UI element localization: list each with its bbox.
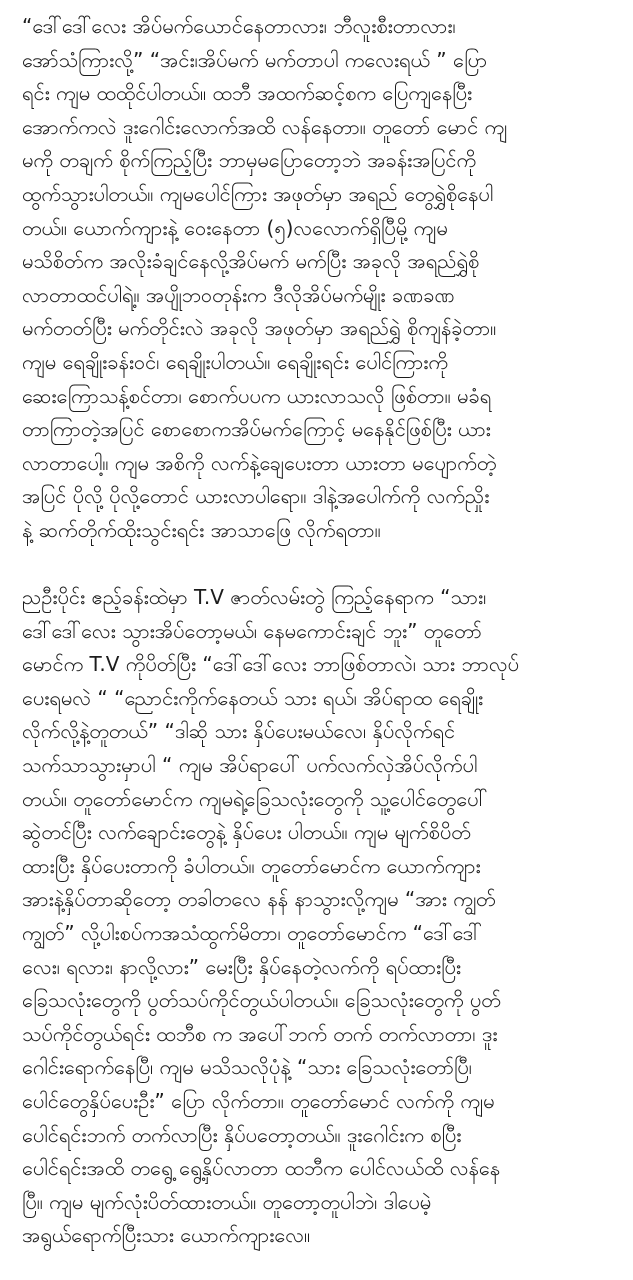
- text-line: ကျွတ်” လို့ပါးစပ်ကအသံထွက်မိတာ၊ တူတော်မောင်က “ဒေါ်ဒေါ်: [22, 921, 483, 946]
- text-line: မက်တတ်ပြီး မက်တိုင်းလဲ အခုလို အဖုတ်မှာ အရည်ရွှဲ စိုကျန်ခဲ့တာ။: [22, 316, 497, 341]
- text-line: အောက်ကလဲ ဒူးဂေါင်းလောက်အထိ လန်နေတာ။ တူတော် မောင် ကျ: [22, 114, 508, 139]
- text-line: သပ်ကိုင်တွယ်ရင်း ထဘီစ က အပေါ်ဘက် တက် တက်လာတာ၊ ဒူး: [22, 1021, 498, 1046]
- text-line: နဲ့ ဆက်တိုက်ထိုးသွင်းရင်း အာသာဖြေ လိုက်ရတာ။: [22, 517, 381, 542]
- text-line: တာကြာတဲ့အပြင် စောစောကအိပ်မက်ကြောင့် မနေနိုင်ဖြစ်ပြီး ယား: [22, 417, 491, 442]
- story-paragraph-1: [22, 0, 616, 548]
- text-line: လေး၊ ရလား၊ နာလို့လား” မေးပြီး နှိပ်နေတဲ့လက်ကို ရပ်ထားပြီး: [22, 954, 461, 979]
- text-line: “ဒေါ်ဒေါ်လေး အိပ်မက်ယောင်နေတာလား၊ ဘီလူးစီးတာလား၊: [22, 14, 456, 38]
- text-line: ပေါင်ရင်းဘက် တက်လာပြီး နှိပ်ပတော့တယ်။ ဒူးဂေါင်းက စပြီး: [22, 1122, 462, 1147]
- text-line: ထားပြီး နှိပ်ပေးတာကို ခံပါတယ်။ တူတော်မောင်က ယောက်ကျား: [22, 853, 481, 878]
- text-line: သက်သာသွားမှာပါ “ ကျမ အိပ်ရာပေါ် ပက်လက်လှဲအိပ်လိုက်ပါ: [22, 753, 478, 778]
- text-line: လာတာပေါ့။ ကျမ အစိကို လက်နဲ့ချေပေးတာ ယားတာ မပျောက်တဲ့: [22, 450, 497, 475]
- story-paragraph-2: [22, 581, 616, 1253]
- text-line: ကျမ ရေချိုးခန်းဝင်၊ ရေချိုးပါတယ်။ ရေချိုးရင်း ပေါင်ကြားကို: [22, 349, 448, 374]
- text-line: ဆေးကြောသန့်စင်တာ၊ စောက်ပပက ယားလာသလို ဖြစ်တာ။ မခံရ: [22, 383, 492, 408]
- text-line: မောင်က T.V ကိုပိတ်ပြီး “ဒေါ်ဒေါ်လေး ဘာဖြစ်တာလဲ၊ သား ဘာလုပ်: [22, 652, 520, 677]
- text-line: အပြင် ပိုလို့ ပိုလို့တောင် ယားလာပါရော။ ဒါနဲ့အပေါက်ကို လက်ညှိုး: [22, 484, 490, 509]
- text-line: ထွက်သွားပါတယ်။ ကျမပေါင်ကြား အဖုတ်မှာ အရည် တွေရွှဲစိုနေပါ: [22, 181, 494, 206]
- text-line: လာတာထင်ပါရဲ့။ အပျိုဘဝတုန်းက ဒီလိုအိပ်မက်မျိုး ခဏခဏ: [22, 282, 455, 307]
- text-line: လိုက်လို့နဲ့တူတယ်” “ဒါဆို သား နှိပ်ပေးမယ်လေ၊ နှိပ်လိုက်ရင်: [22, 719, 456, 744]
- text-line: ပေါင်တွေနှိပ်ပေးဦး” ပြော လိုက်တာ။ တူတော်မောင် လက်ကို ကျမ: [22, 1089, 495, 1113]
- text-line: ဆွဲတင်ပြီး လက်ချောင်းတွေနဲ့ နှိပ်ပေး ပါတယ်။ ကျမ မျက်စိပိတ်: [22, 820, 471, 845]
- text-line: ဂေါင်းရောက်နေပြီ၊ ကျမ မသိသလိုပုံနဲ့ “သား ခြေသလုံးတော်ပြီ၊: [22, 1055, 472, 1080]
- text-line: ပေါင်ရင်းအထိ တရွေ့ ရွေ့နှိပ်လာတာ ထဘီက ပေါင်လယ်ထိ လန်နေ: [22, 1156, 501, 1181]
- text-line: တယ်။ ယောက်ကျားနဲ့ ဝေးနေတာ (၅)လလောက်ရှိပြီမို့ ကျမ: [22, 215, 448, 240]
- text-line: အော်သံကြားလို့” “အင်း၊အိပ်မက် မက်တာပါ ကလေးရယ် ” ပြော: [22, 47, 488, 72]
- text-line: မသိစိတ်က အလိုးခံချင်နေလို့အိပ်မက် မက်ပြီး အခုလို အရည်ရွှဲစို: [22, 249, 480, 274]
- text-line: ပေးရမလဲ “ “ညောင်းကိုက်နေတယ် သား ရယ်၊ အိပ်ရာထ ရေချိုး: [22, 685, 484, 710]
- text-line: မကို တချက် စိုက်ကြည့်ပြီး ဘာမှမပြောတော့ဘဲ အခန်းအပြင်ကို: [22, 148, 477, 173]
- text-line: တယ်။ တူတော်မောင်က ကျမရဲ့ခြေသလုံးတွေကို သူ့ပေါင်တွေပေါ်: [22, 786, 488, 811]
- text-line: ခြေသလုံးတွေကို ပွတ်သပ်ကိုင်တွယ်ပါတယ်။ ခြေသလုံးတွေကို ပွတ်: [22, 988, 501, 1013]
- text-line: အရွယ်ရောက်ပြီးသား ယောက်ကျားလေ။: [22, 1223, 310, 1248]
- text-line: ဒေါ်ဒေါ်လေး သွားအိပ်တော့မယ်၊ နေမကောင်းချင် ဘူး” တူတော်: [22, 618, 482, 643]
- text-line: ရင်း ကျမ ထထိုင်ပါတယ်။ ထဘီ အထက်ဆင့်စက ပြေကျနေပြီး: [22, 81, 473, 106]
- text-line: အားနဲ့နှိပ်တာဆိုတော့ တခါတလေ နန် နာသွားလို့ကျမ “အား ကျွတ်: [22, 887, 496, 912]
- text-line: ညဦးပိုင်း ဧည့်ခန်းထဲမှာ T.V ဇာတ်လမ်းတွဲ ကြည့်နေရာက “သား၊: [22, 585, 487, 610]
- text-line: ပြီ။ ကျမ မျက်လုံးပိတ်ထားတယ်။ တူတော့တူပါဘဲ၊ ဒါပေမဲ့: [22, 1189, 432, 1214]
- story-body: [22, 0, 616, 1253]
